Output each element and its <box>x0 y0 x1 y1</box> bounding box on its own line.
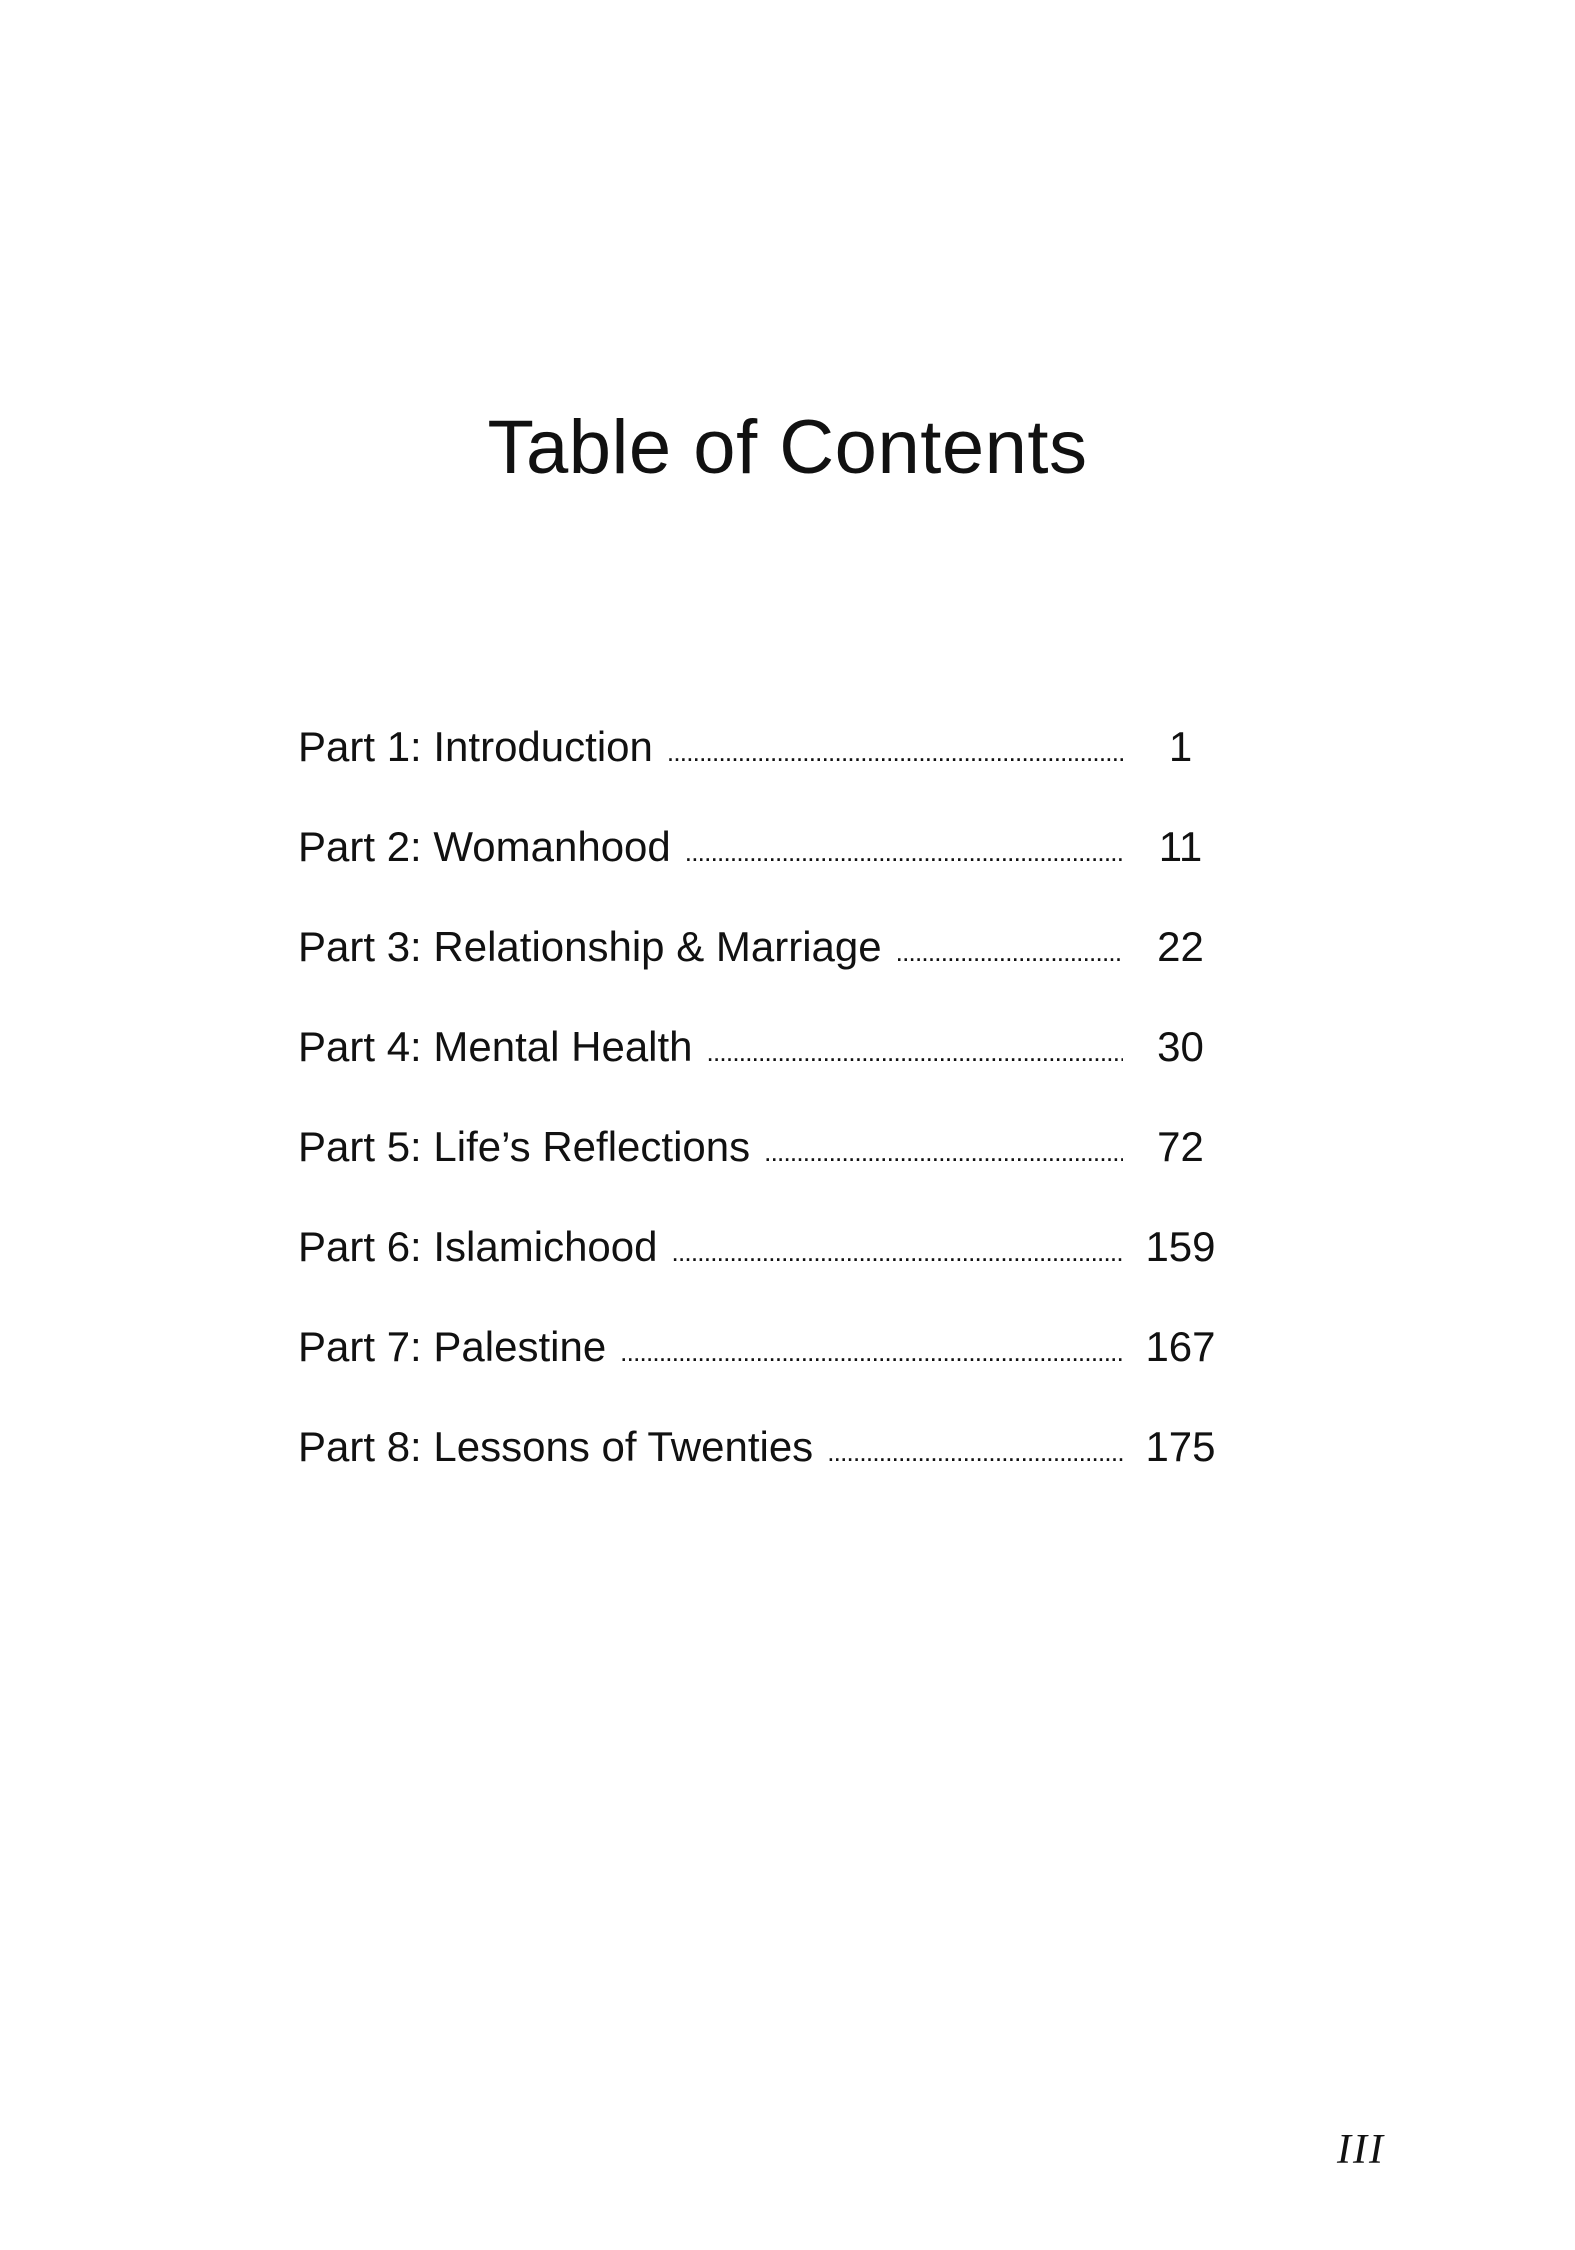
toc-entry-title: Part 4: Mental Health <box>298 1023 693 1070</box>
dot-leader <box>827 1412 1123 1487</box>
toc-entry-title: Part 7: Palestine <box>298 1323 607 1370</box>
toc-entry-title: Part 2: Womanhood <box>298 823 671 870</box>
dot-leader <box>764 1112 1123 1187</box>
toc-entry[interactable] <box>298 1112 1238 1212</box>
toc-entry-page: 30 <box>1157 1023 1204 1070</box>
page-number: III <box>1337 2127 1385 2173</box>
toc-entry-title: Part 1: Introduction <box>298 723 653 770</box>
table-of-contents <box>298 712 1238 1512</box>
dot-leader <box>707 1012 1123 1087</box>
toc-entry[interactable] <box>298 1412 1238 1512</box>
toc-entry-page: 11 <box>1158 823 1203 870</box>
toc-entry-page: 167 <box>1145 1323 1216 1370</box>
toc-entry-page: 175 <box>1145 1423 1216 1470</box>
toc-entry-page: 22 <box>1157 923 1204 970</box>
toc-entry[interactable] <box>298 912 1238 1012</box>
dot-leader <box>667 712 1123 787</box>
page-title: Table of Contents <box>487 405 1088 490</box>
toc-entry-title: Part 8: Lessons of Twenties <box>298 1423 814 1470</box>
toc-entry-title: Part 5: Life’s Reflections <box>298 1123 751 1170</box>
toc-entry[interactable] <box>298 1012 1238 1112</box>
dot-leader <box>672 1212 1123 1287</box>
toc-entry-page: 159 <box>1145 1223 1216 1270</box>
toc-entry[interactable] <box>298 1312 1238 1412</box>
dot-leader <box>685 812 1123 887</box>
toc-entry-page: 72 <box>1157 1123 1204 1170</box>
dot-leader <box>896 912 1123 987</box>
toc-entry[interactable] <box>298 812 1238 912</box>
toc-entry-title: Part 6: Islamichood <box>298 1223 658 1270</box>
toc-entry[interactable] <box>298 712 1238 812</box>
dot-leader <box>620 1312 1123 1387</box>
toc-entry-page: 1 <box>1168 723 1193 770</box>
toc-entry-title: Part 3: Relationship & Marriage <box>298 923 882 970</box>
toc-entry[interactable] <box>298 1212 1238 1312</box>
